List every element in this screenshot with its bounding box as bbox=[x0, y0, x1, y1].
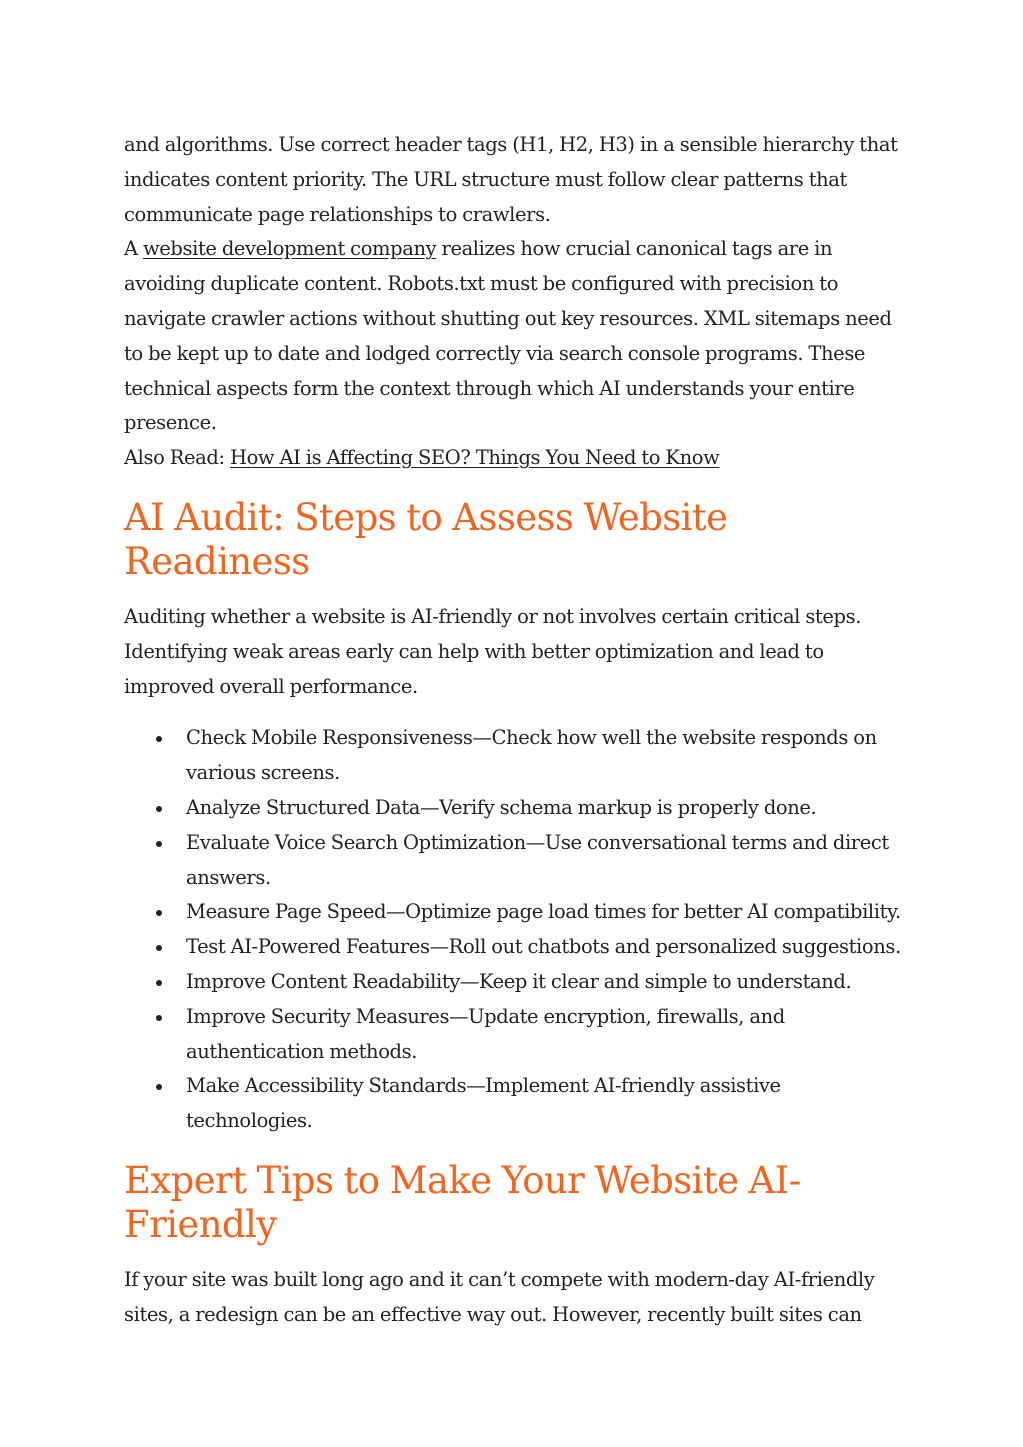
list-item bbox=[124, 721, 904, 791]
bullet-icon bbox=[156, 945, 162, 951]
list-item-text: Evaluate Voice Search Optimization—Use conversational terms and direct answers. bbox=[186, 830, 889, 889]
also-read-label: Also Read: bbox=[124, 446, 230, 470]
list-item-text: Improve Content Readability—Keep it clear and simple to understand. bbox=[186, 969, 852, 993]
bullet-icon bbox=[156, 910, 162, 916]
list-item-text: Analyze Structured Data—Verify schema markup is properly done. bbox=[186, 795, 817, 819]
website-development-company-link[interactable]: website development company bbox=[142, 237, 437, 261]
list-item-text: Check Mobile Responsiveness—Check how well the website responds on various screens. bbox=[186, 726, 877, 785]
tips-heading: Expert Tips to Make Your Website AI-Friendly bbox=[124, 1158, 801, 1246]
list-item bbox=[124, 895, 904, 930]
also-read-link[interactable]: How AI is Affecting SEO? Things You Need to Know bbox=[229, 446, 720, 470]
also-read-line bbox=[124, 441, 904, 476]
intro-paragraph-2 bbox=[124, 232, 904, 441]
list-item bbox=[124, 965, 904, 1000]
tips-paragraph: If your site was built long ago and it can’t compete with modern-day AI-friendly sites, a redesign can be an effective way out. However, recently built sites can bbox=[124, 1267, 875, 1326]
audit-intro-paragraph: Auditing whether a website is AI-friendly or not involves certain critical steps. Identifying weak areas early can help with better optimization and lead to improved overall performance. bbox=[124, 604, 861, 698]
list-item-text: Improve Security Measures—Update encryption, firewalls, and authentication methods. bbox=[186, 1004, 785, 1063]
bullet-icon bbox=[156, 806, 162, 812]
bullet-icon bbox=[156, 1015, 162, 1021]
list-item bbox=[124, 826, 904, 896]
audit-heading: AI Audit: Steps to Assess Website Readiness bbox=[124, 495, 728, 583]
bullet-icon bbox=[156, 736, 162, 742]
list-item bbox=[124, 1069, 904, 1139]
list-item bbox=[124, 791, 904, 826]
document-page bbox=[124, 128, 904, 1333]
list-item-text: Measure Page Speed—Optimize page load times for better AI compatibility. bbox=[186, 900, 901, 924]
bullet-icon bbox=[156, 841, 162, 847]
list-item-text: Make Accessibility Standards—Implement AI-friendly assistive technologies. bbox=[186, 1074, 781, 1133]
intro-paragraph-2-text: realizes how crucial canonical tags are in avoiding duplicate content. Robots.txt must be configured with precision to navigate crawler actions without shutting out key resources. XML sitemaps need to be kept up to date and lodged correctly via search console programs. These technical aspects form the context through which AI understands your entire presence. bbox=[124, 237, 892, 435]
audit-steps-list bbox=[124, 721, 904, 1139]
list-item bbox=[124, 1000, 904, 1070]
list-item-text: Test AI-Powered Features—Roll out chatbots and personalized suggestions. bbox=[186, 935, 901, 959]
bullet-icon bbox=[156, 1084, 162, 1090]
bullet-icon bbox=[156, 980, 162, 986]
intro-paragraph-1: and algorithms. Use correct header tags (H1, H2, H3) in a sensible hierarchy that indicates content priority. The URL structure must follow clear patterns that communicate page relationships to crawlers. bbox=[124, 133, 898, 226]
list-item bbox=[124, 930, 904, 965]
intro-paragraph-2-prefix: A bbox=[124, 237, 143, 261]
